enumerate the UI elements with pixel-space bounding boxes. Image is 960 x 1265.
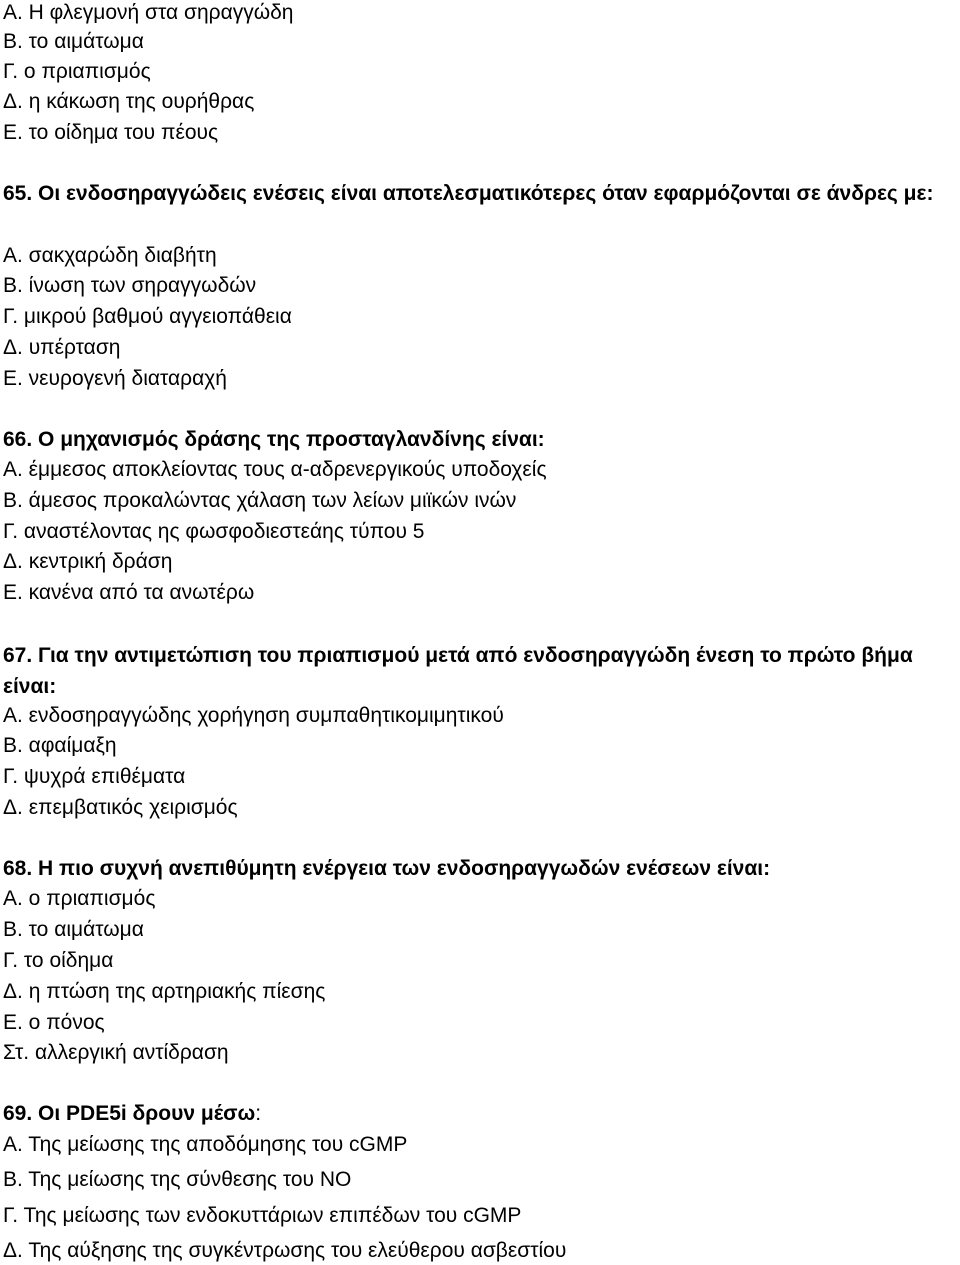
q67-option-b: Β. αφαίμαξη [3,734,117,757]
q65-option-e: Ε. νευρογενή διαταραχή [3,367,227,390]
q67-option-a: Α. ενδοσηραγγώδης χορήγηση συμπαθητικομιμητικού [3,704,504,727]
q66-option-e: Ε. κανένα από τα ανωτέρω [3,581,255,604]
q68-option-d: Δ. η πτώση της αρτηριακής πίεσης [3,980,326,1003]
option-d: Δ. η κάκωση της ουρήθρας [3,90,255,113]
question-69-colon: : [255,1102,262,1125]
q68-option-b: Β. το αιμάτωμα [3,918,144,941]
q68-option-e: Ε. ο πόνος [3,1011,105,1034]
q67-option-d: Δ. επεμβατικός χειρισμός [3,796,238,819]
q69-option-a: Α. Της μείωσης της αποδόμησης του cGMP [3,1133,408,1156]
question-65: 65. Οι ενδοσηραγγώδεις ενέσεις είναι αποτελεσματικότερες όταν εφαρμόζονται σε άνδρες με: [3,182,934,205]
q65-option-c: Γ. μικρού βαθμού αγγειοπάθεια [3,305,292,328]
question-68: 68. Η πιο συχνή ανεπιθύμητη ενέργεια των ενδοσηραγγωδών ενέσεων είναι: [3,857,771,880]
q66-option-d: Δ. κεντρική δράση [3,550,173,573]
q69-option-d: Δ. Της αύξησης της συγκέντρωσης του ελεύθερου ασβεστίου [3,1239,567,1262]
option-a: Α. Η φλεγμονή στα σηραγγώδη [3,1,294,24]
option-b: Β. το αιμάτωμα [3,30,144,53]
option-e: Ε. το οίδημα του πέους [3,121,219,144]
q65-option-b: Β. ίνωση των σηραγγωδών [3,274,257,297]
q66-option-b: Β. άμεσος προκαλώντας χάλαση των λείων μιϊκών ινών [3,489,517,512]
question-67: 67. Για την αντιμετώπιση του πριαπισμού μετά από ενδοσηραγγώδη ένεση το πρώτο βήμα είναι: [3,644,913,698]
question-69-text: 69. Οι PDE5i δρουν μέσω [3,1102,256,1125]
q65-option-d: Δ. υπέρταση [3,336,121,359]
q69-option-b: Β. Της μείωσης της σύνθεσης του NO [3,1168,352,1191]
question-69 [3,1101,261,1127]
question-66: 66. Ο μηχανισμός δράσης της προσταγλανδίνης είναι: [3,428,545,451]
q65-option-a: Α. σακχαρώδη διαβήτη [3,244,217,267]
q69-option-c: Γ. Της μείωσης των ενδοκυττάριων επιπέδων του cGMP [3,1204,522,1227]
q68-option-a: Α. ο πριαπισμός [3,887,156,910]
q66-option-c: Γ. αναστέλοντας ης φωσφοδιεστεάης τύπου 5 [3,520,425,543]
option-c: Γ. ο πριαπισμός [3,60,151,83]
q68-option-c: Γ. το οίδημα [3,949,114,972]
q67-option-c: Γ. ψυχρά επιθέματα [3,765,186,788]
q66-option-a: Α. έμμεσος αποκλείοντας τους α-αδρενεργικούς υποδοχείς [3,458,547,481]
q68-option-st: Στ. αλλεργική αντίδραση [3,1041,229,1064]
